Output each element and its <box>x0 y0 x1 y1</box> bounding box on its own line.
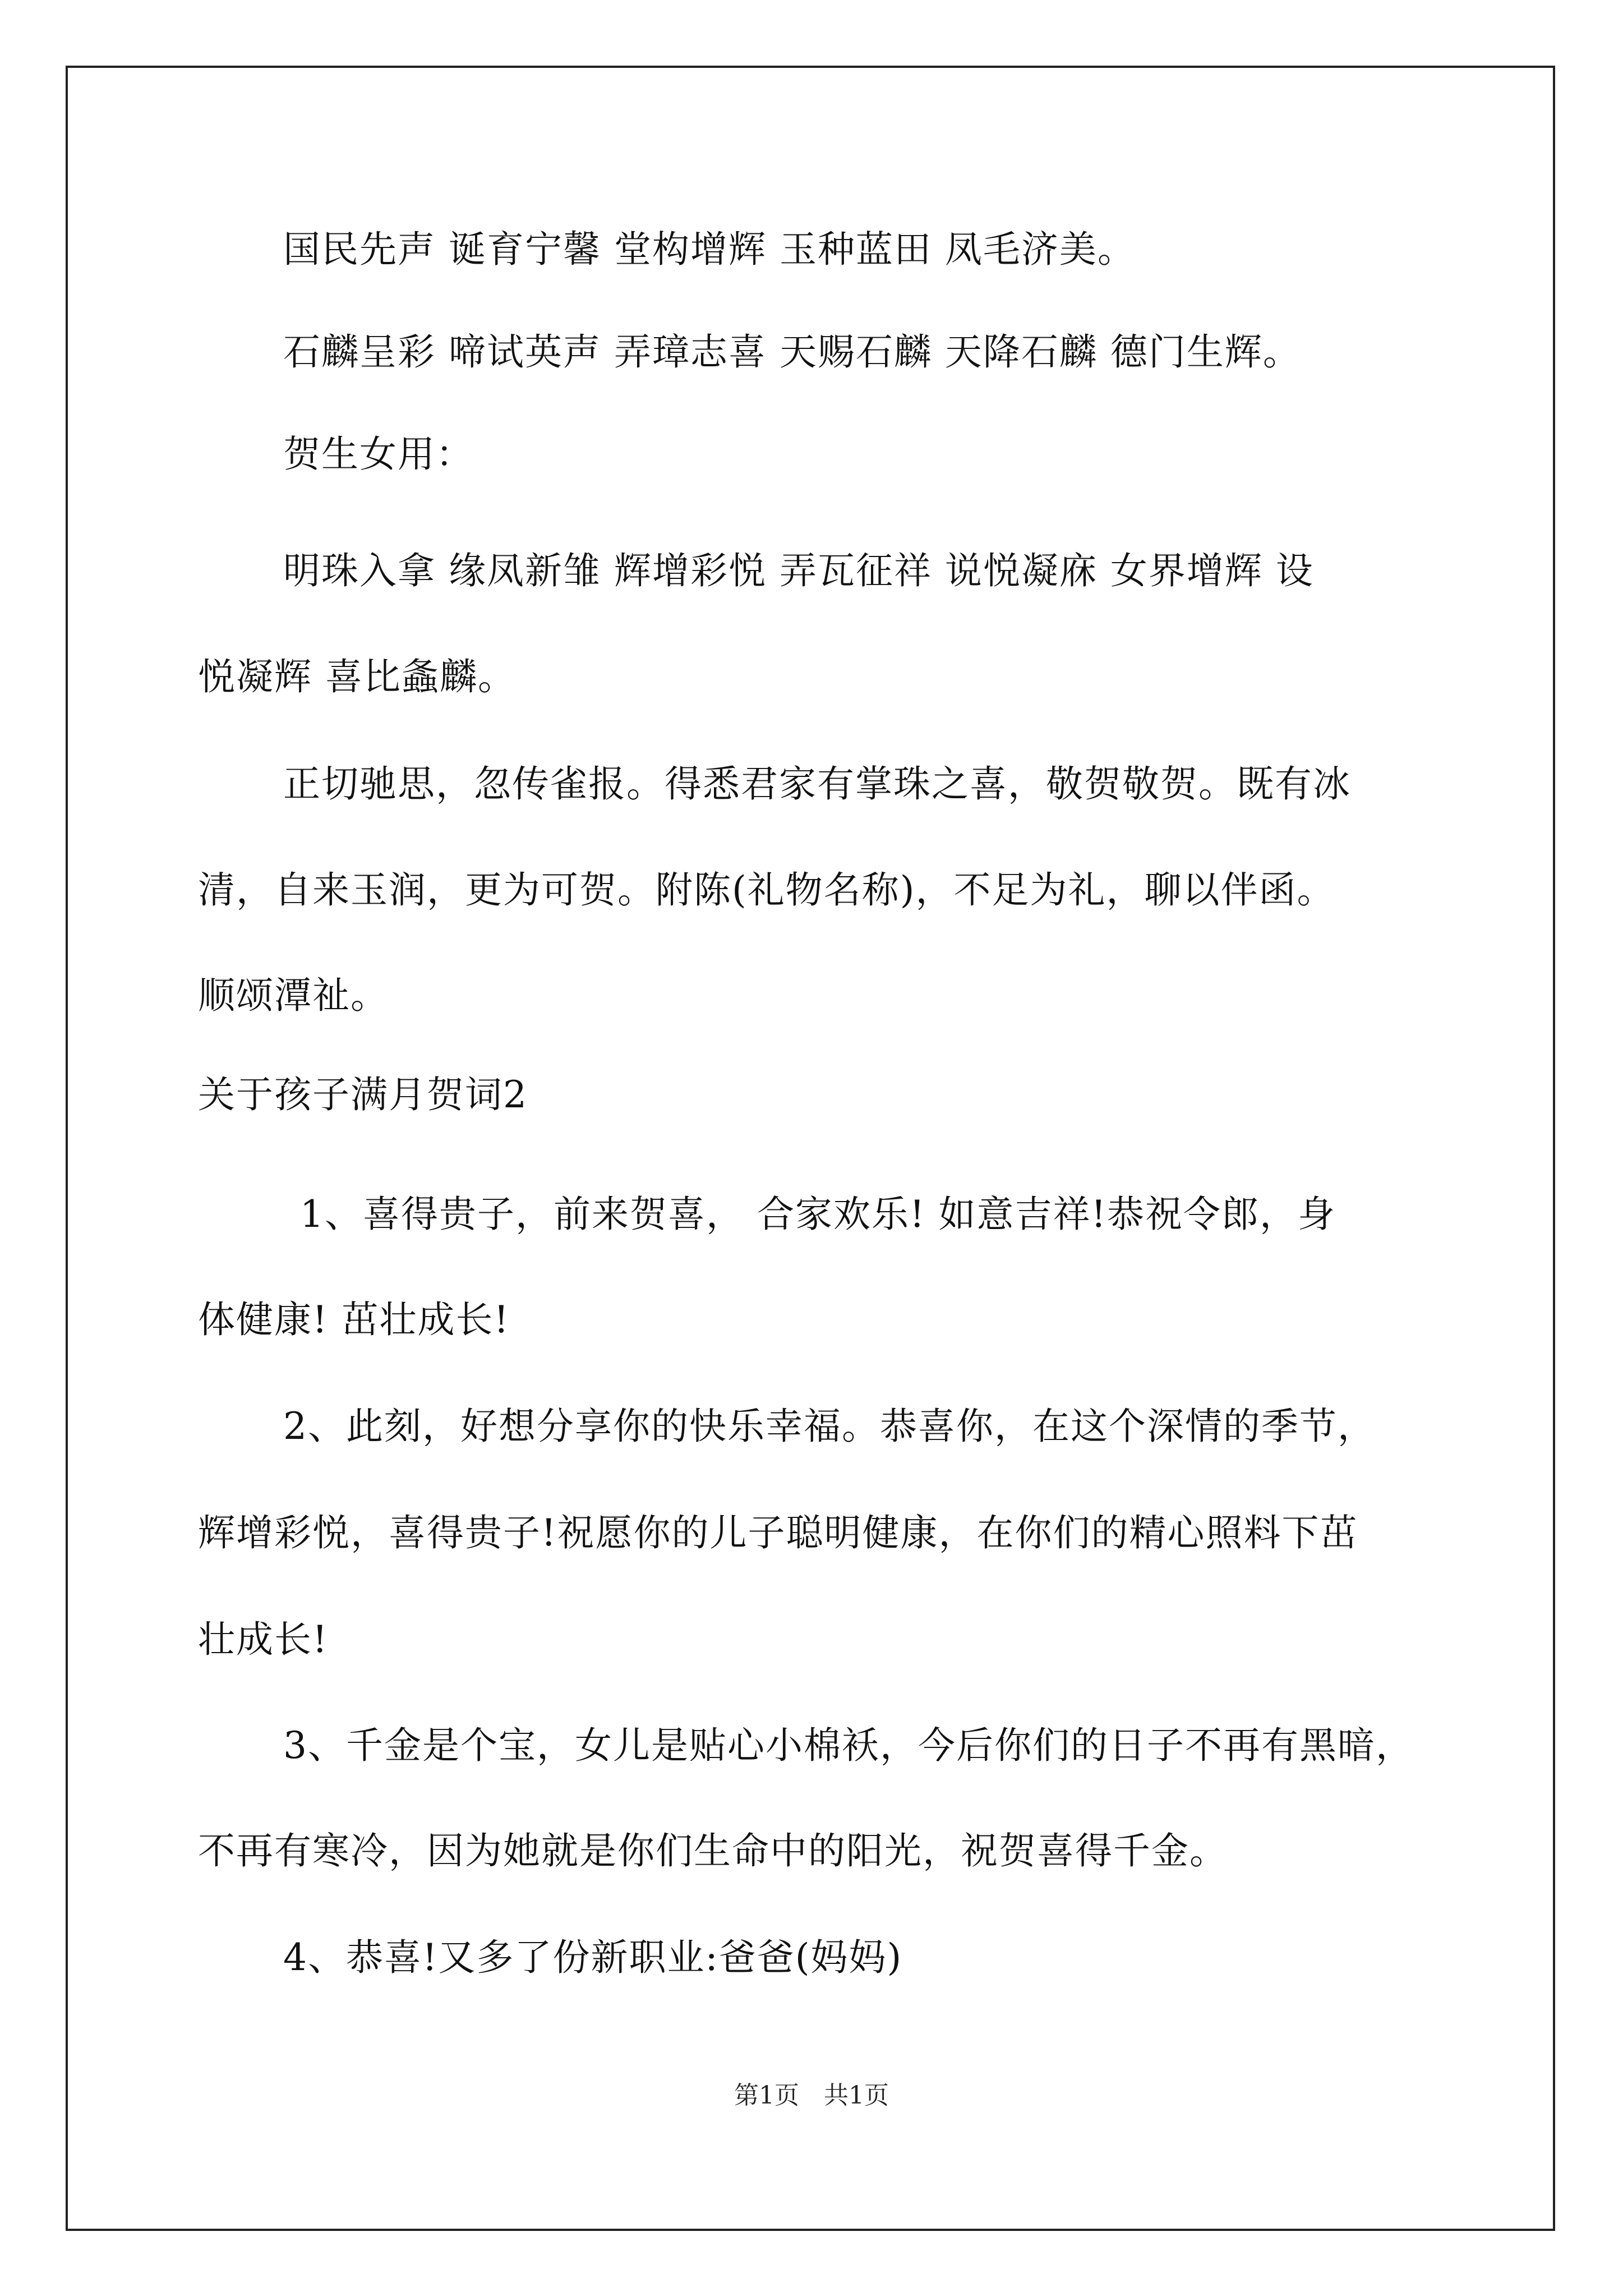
text-line-10: 1、喜得贵子，前来贺喜， 合家欢乐! 如意吉祥!恭祝令郎，身 <box>300 1193 1336 1236</box>
text-line-5: 悦凝辉 喜比螽麟。 <box>198 655 516 698</box>
text-line-14: 壮成长! <box>198 1618 329 1661</box>
text-line-3: 贺生女用： <box>283 432 474 476</box>
text-line-17: 4、恭喜!又多了份新职业:爸爸(妈妈) <box>283 1936 903 1979</box>
section-heading: 关于孩子满月贺词2 <box>198 1073 528 1116</box>
text-line-13: 辉增彩悦，喜得贵子!祝愿你的儿子聪明健康，在你们的精心照料下茁 <box>198 1511 1358 1554</box>
text-line-6: 正切驰思，忽传雀报。得悉君家有掌珠之喜，敬贺敬贺。既有冰 <box>283 762 1351 806</box>
page-number: 第1页 共1页 <box>734 2081 889 2110</box>
text-line-2: 石麟呈彩 啼试英声 弄璋志喜 天赐石麟 天降石麟 德门生辉。 <box>283 330 1301 374</box>
text-line-15: 3、千金是个宝，女儿是贴心小棉袄，今后你们的日子不再有黑暗， <box>283 1724 1414 1767</box>
text-line-8: 顺颂潭祉。 <box>198 974 389 1017</box>
text-line-12: 2、此刻，好想分享你的快乐幸福。恭喜你，在这个深情的季节， <box>283 1405 1376 1448</box>
text-line-1: 国民先声 诞育宁馨 堂构增辉 玉种蓝田 凤毛济美。 <box>283 228 1136 271</box>
text-line-4: 明珠入拿 缘凤新雏 辉增彩悦 弄瓦征祥 说悦凝庥 女界增辉 设 <box>283 549 1314 592</box>
page-border <box>66 66 1555 2231</box>
text-line-16: 不再有寒冷，因为她就是你们生命中的阳光，祝贺喜得千金。 <box>198 1829 1228 1872</box>
text-line-11: 体健康! 茁壮成长! <box>198 1298 510 1341</box>
text-line-7: 清，自来玉润，更为可贺。附陈(礼物名称)，不足为礼，聊以伴函。 <box>198 868 1335 912</box>
